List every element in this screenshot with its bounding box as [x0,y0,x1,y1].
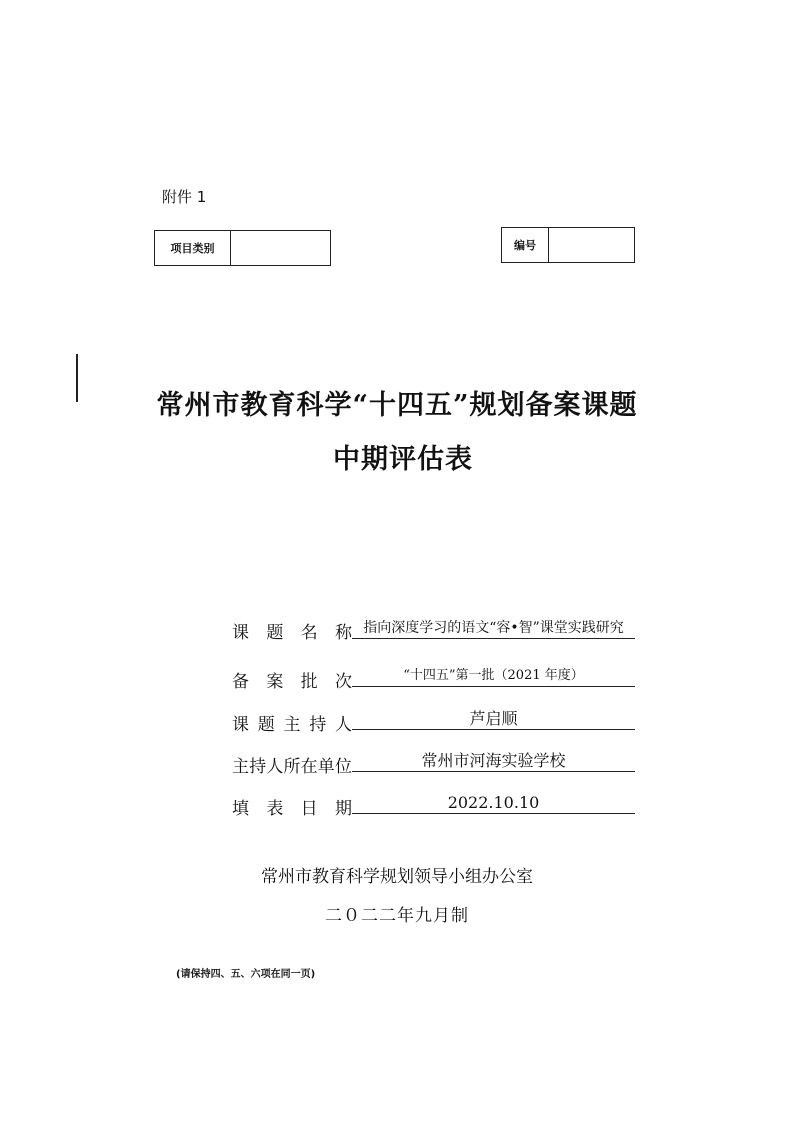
attachment-label: 附件 1 [162,188,207,206]
document-subtitle: 中期评估表 [333,444,473,475]
field-label-unit: 主 持 人 所 在 单 位 [232,757,352,777]
document-title: 常州市教育科学“十四五”规划备案课题 [156,390,638,421]
field-label-topic: 课 题 名 称 [232,623,352,643]
category-label: 项目类别 [155,231,231,265]
field-label-date: 填 表 日 期 [232,799,352,819]
field-value-batch: “十四五”第一批（2021 年度） [352,666,635,687]
category-field[interactable] [231,231,330,265]
number-field[interactable] [549,228,634,262]
footnote: (请保持四、五、六项在同一页) [176,969,316,980]
field-label-host: 课 题 主 持 人 [232,715,352,735]
issue-date: 二０二二年九月制 [325,906,469,926]
number-label: 编号 [502,228,549,262]
number-box [501,227,635,263]
category-box [154,230,331,266]
issuing-office: 常州市教育科学规划领导小组办公室 [261,867,533,887]
field-value-date: 2022.10.10 [352,793,635,814]
field-value-unit: 常州市河海实验学校 [352,751,635,772]
field-label-batch: 备 案 批 次 [232,672,352,692]
field-value-topic: 指向深度学习的语文“容•智”课堂实践研究 [352,618,635,639]
field-value-host: 芦启顺 [352,709,635,730]
